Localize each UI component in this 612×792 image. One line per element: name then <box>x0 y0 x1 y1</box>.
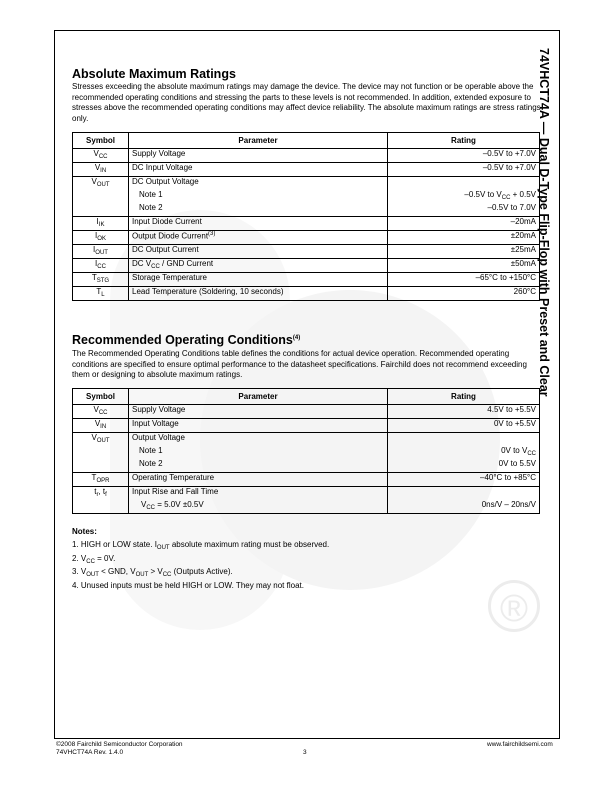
cell-parameter <box>129 163 388 177</box>
note-text: absolute maximum rating must be observed. <box>169 540 330 549</box>
cell-parameter <box>129 190 388 203</box>
table-row <box>73 259 540 273</box>
rating-text: ±25mA <box>510 245 536 254</box>
table-row <box>73 459 540 473</box>
rec-paragraph: The Recommended Operating Conditions table defines the conditions for actual device operation. Recommended operating conditions are specified to ensure optimal performance to the datasheet specifications. Fairchild does not recommend exceeding them or designing to absolute maximum ratings. <box>72 349 527 380</box>
rec-header-parameter: Parameter <box>129 389 388 405</box>
note-item <box>72 554 115 565</box>
symbol-subscript: IN <box>100 168 107 174</box>
symbol-text: T <box>91 273 97 282</box>
cell-parameter <box>129 149 388 163</box>
cell-rating <box>388 459 540 473</box>
cell-symbol <box>73 231 129 245</box>
parameter-text: Supply Voltage <box>132 405 186 414</box>
symbol-text: I <box>96 217 99 226</box>
parameter-text: Supply Voltage <box>132 149 186 158</box>
rating-text: ±20mA <box>510 231 536 240</box>
cell-rating <box>388 231 540 245</box>
cell-parameter <box>129 473 388 487</box>
rating-text: –0.5V to +7.0V <box>482 163 536 172</box>
cell-parameter <box>129 231 388 245</box>
table-row <box>73 217 540 231</box>
cell-rating <box>388 433 540 447</box>
note-item <box>72 540 329 551</box>
table-row <box>73 231 540 245</box>
cell-symbol <box>73 190 129 203</box>
note-text: < GND, V <box>98 567 136 576</box>
rating-text: –0.5V to 7.0V <box>487 203 536 212</box>
parameter-subscript: CC <box>151 264 160 270</box>
note-subscript: CC <box>162 572 172 578</box>
symbol-subscript: OPR <box>96 478 110 484</box>
note-item <box>72 567 233 578</box>
cell-symbol <box>73 245 129 259</box>
rating-subscript: CC <box>501 195 511 201</box>
symbol-text: I <box>93 245 96 254</box>
footer-revision: 74VHCT74A Rev. 1.4.0 <box>56 749 124 756</box>
note-text: = 0V. <box>94 553 116 563</box>
parameter-text: Output Diode Current <box>132 231 209 241</box>
parameter-text: Lead Temperature (Soldering, 10 seconds) <box>132 287 284 296</box>
cell-parameter <box>129 419 388 433</box>
rec-header-rating: Rating <box>388 389 540 405</box>
symbol-subscript: L <box>101 292 105 298</box>
cell-parameter <box>129 273 388 287</box>
cell-symbol <box>73 500 129 514</box>
cell-symbol <box>73 273 129 287</box>
rating-text: 0V to +5.5V <box>493 419 536 428</box>
parameter-subscript: CC <box>146 505 156 511</box>
cell-parameter <box>129 405 388 419</box>
rating-subscript: CC <box>527 451 536 457</box>
abs-header-symbol: Symbol <box>73 133 129 149</box>
parameter-text: Input Voltage <box>132 419 179 428</box>
table-row <box>73 419 540 433</box>
note-subscript: OUT <box>86 572 99 578</box>
symbol-text: I <box>95 259 98 268</box>
table-row <box>73 245 540 259</box>
cell-rating <box>388 273 540 287</box>
rating-text: –0.5V to +7.0V <box>482 149 536 158</box>
abs-max-table <box>72 132 540 301</box>
parameter-text: Note 2 <box>139 203 163 212</box>
note-text: 3. V <box>72 567 87 576</box>
symbol-subscript: r <box>96 492 99 498</box>
parameter-text: V <box>141 500 147 509</box>
cell-parameter <box>129 433 388 447</box>
rating-text: + 0.5V <box>510 190 536 199</box>
cell-rating <box>388 259 540 273</box>
cell-parameter <box>129 487 388 501</box>
symbol-text: t <box>94 487 97 496</box>
symbol-text: V <box>93 149 99 158</box>
cell-parameter <box>129 287 388 301</box>
symbol-subscript: IN <box>100 424 107 430</box>
table-row <box>73 446 540 459</box>
cell-symbol <box>73 287 129 301</box>
note-text: 4. Unused inputs must be held HIGH or LOW. They may not float. <box>72 580 304 590</box>
symbol-text: I <box>95 231 98 240</box>
cell-parameter <box>129 177 388 191</box>
cell-parameter <box>129 500 388 514</box>
parameter-text: DC Input Voltage <box>132 163 193 172</box>
cell-parameter <box>129 259 388 273</box>
parameter-text: = 5.0V ±0.5V <box>155 500 204 509</box>
symbol-subscript: f <box>105 492 107 498</box>
table-row <box>73 203 540 217</box>
parameter-text: / GND Current <box>159 259 214 268</box>
footer-page-number: 3 <box>303 749 307 756</box>
footer-url: www.fairchildsemi.com <box>487 741 553 748</box>
symbol-subscript: OUT <box>96 182 110 188</box>
symbol-subscript: IK <box>98 222 105 228</box>
symbol-text: T <box>96 287 102 296</box>
cell-rating <box>388 487 540 501</box>
parameter-text: Output Voltage <box>132 433 185 442</box>
table-row <box>73 163 540 177</box>
rating-text: ±50mA <box>510 259 536 268</box>
table-row <box>73 273 540 287</box>
table-row <box>73 473 540 487</box>
parameter-text: Note 1 <box>139 190 163 199</box>
rating-text: 0V to 5.5V <box>498 459 536 468</box>
rating-text: –65°C to +150°C <box>475 273 536 282</box>
cell-symbol <box>73 487 129 501</box>
cell-rating <box>388 473 540 487</box>
abs-paragraph: Stresses exceeding the absolute maximum ratings may damage the device. The device may not function or be operable above the recommended operating conditions and stressing the parts to these levels is not recommended. In addition, extended exposure to stresses above the recommended operating conditions may affect device reliability. The absolute maximum ratings are stress ratings only. <box>72 82 541 123</box>
note-subscript: OUT <box>156 545 170 551</box>
rating-text: –40°C to +85°C <box>480 473 536 482</box>
symbol-subscript: OUT <box>96 438 110 444</box>
table-row <box>73 287 540 301</box>
cell-rating <box>388 245 540 259</box>
symbol-subscript: CC <box>98 154 108 160</box>
cell-symbol <box>73 419 129 433</box>
symbol-text: V <box>91 177 97 186</box>
symbol-text: , t <box>98 487 106 496</box>
cell-parameter <box>129 245 388 259</box>
parameter-superscript: (3) <box>208 231 216 237</box>
registered-mark-watermark: ® <box>488 580 540 632</box>
symbol-text: V <box>91 433 97 442</box>
side-title: 74VHCT74A — Dual D-Type Flip-Flop with Preset and Clear <box>537 48 551 397</box>
table-row <box>73 500 540 514</box>
parameter-text: Note 1 <box>139 446 163 455</box>
symbol-subscript: OUT <box>95 250 108 256</box>
table-row <box>73 433 540 447</box>
note-text: > V <box>148 567 163 576</box>
symbol-subscript: STG <box>96 278 110 284</box>
symbol-subscript: CC <box>98 410 108 416</box>
cell-symbol <box>73 259 129 273</box>
cell-parameter <box>129 203 388 217</box>
cell-symbol <box>73 433 129 447</box>
table-row <box>73 149 540 163</box>
rec-conditions-table <box>72 388 540 514</box>
cell-symbol <box>73 473 129 487</box>
cell-rating <box>388 446 540 459</box>
rating-text: –0.5V to V <box>464 190 502 199</box>
cell-rating <box>388 190 540 203</box>
rating-text: 0V to V <box>501 446 528 455</box>
symbol-text: V <box>94 163 101 172</box>
symbol-text: V <box>94 419 101 428</box>
cell-rating <box>388 500 540 514</box>
cell-rating <box>388 405 540 419</box>
cell-symbol <box>73 446 129 459</box>
abs-header-parameter: Parameter <box>129 133 388 149</box>
symbol-subscript: OK <box>97 236 106 242</box>
parameter-text: Operating Temperature <box>132 473 215 482</box>
parameter-text: Storage Temperature <box>132 273 208 282</box>
table-row <box>73 405 540 419</box>
cell-rating <box>388 217 540 231</box>
note-text: 1. HIGH or LOW state. I <box>72 540 157 549</box>
note-subscript: CC <box>86 558 95 565</box>
note-item <box>72 581 304 590</box>
abs-header-rating: Rating <box>388 133 540 149</box>
notes-title: Notes: <box>72 527 97 536</box>
rec-header-symbol: Symbol <box>73 389 129 405</box>
rating-text: 0ns/V – 20ns/V <box>481 500 536 509</box>
table-row <box>73 487 540 501</box>
rating-text: 4.5V to +5.5V <box>487 405 536 414</box>
cell-symbol <box>73 163 129 177</box>
note-text: 2. V <box>72 553 87 563</box>
cell-rating <box>388 203 540 217</box>
symbol-text: V <box>93 405 99 414</box>
cell-rating <box>388 419 540 433</box>
rec-heading: Recommended Operating Conditions$^{(4)}$ <box>72 333 301 347</box>
cell-symbol <box>73 177 129 191</box>
table-row <box>73 190 540 203</box>
table-row <box>73 177 540 191</box>
parameter-text: Note 2 <box>139 459 163 468</box>
cell-rating <box>388 163 540 177</box>
parameter-text: DC V <box>132 259 152 268</box>
cell-parameter <box>129 459 388 473</box>
symbol-subscript: CC <box>97 264 106 270</box>
note-subscript: OUT <box>135 572 149 578</box>
cell-rating <box>388 149 540 163</box>
parameter-text: Input Diode Current <box>132 217 202 226</box>
cell-symbol <box>73 217 129 231</box>
parameter-text: DC Output Voltage <box>132 177 199 186</box>
cell-parameter <box>129 446 388 459</box>
cell-symbol <box>73 149 129 163</box>
cell-symbol <box>73 405 129 419</box>
cell-symbol <box>73 203 129 217</box>
abs-heading: Absolute Maximum Ratings <box>72 67 236 81</box>
note-text: (Outputs Active). <box>171 567 233 576</box>
parameter-text: Input Rise and Fall Time <box>132 487 219 496</box>
rating-text: –20mA <box>510 217 536 226</box>
parameter-text: DC Output Current <box>132 245 199 254</box>
cell-rating <box>388 287 540 301</box>
cell-symbol <box>73 459 129 473</box>
footer-copyright: ©2008 Fairchild Semiconductor Corporation <box>56 741 183 748</box>
cell-rating <box>388 177 540 191</box>
rating-text: 260°C <box>513 287 536 296</box>
cell-parameter <box>129 217 388 231</box>
symbol-text: T <box>91 473 97 482</box>
